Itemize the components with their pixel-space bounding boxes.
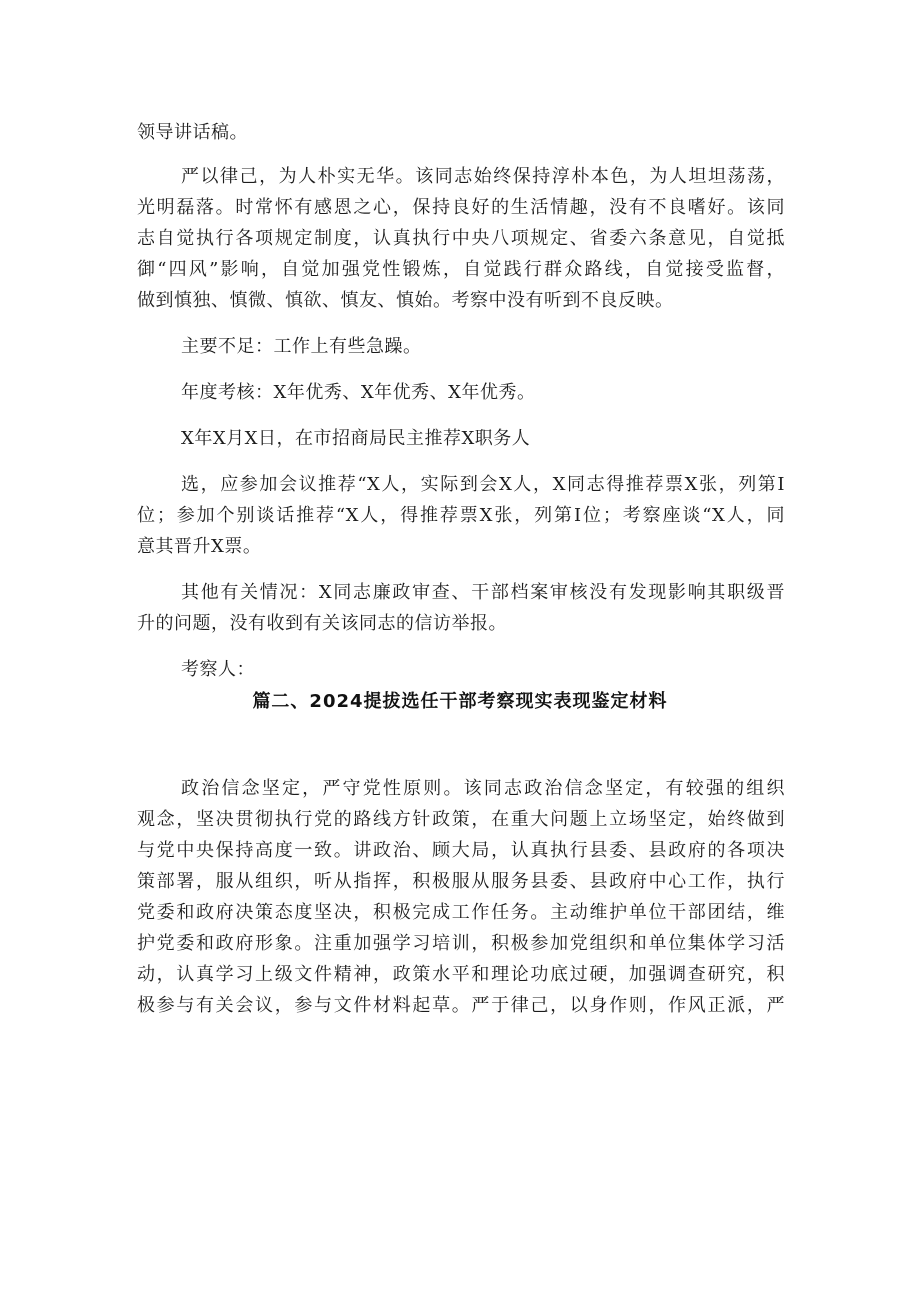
paragraph-line: 党委和政府决策态度坚决，积极完成工作任务。主动维护单位干部团结，维 [137, 902, 785, 923]
paragraph-line: 其他有关情况：X同志廉政审查、干部档案审核没有发现影响其职级晋 [181, 582, 785, 603]
paragraph-line: 光明磊落。时常怀有感恩之心，保持良好的生活情趣，没有不良嗜好。该同 [137, 197, 785, 218]
paragraph-line: 策部署，服从组织，听从指挥，积极服从服务县委、县政府中心工作，执行 [137, 871, 785, 892]
paragraph-line: 位；参加个别谈话推荐“X人，得推荐票X张，列第I位；考察座谈“X人，同 [137, 505, 785, 526]
paragraph-line: 主要不足：工作上有些急躁。 [181, 336, 422, 357]
paragraph-line: 升的问题，没有收到有关该同志的信访举报。 [137, 613, 507, 634]
paragraph-line: 选，应参加会议推荐“X人，实际到会X人，X同志得推荐票X张，列第I [181, 474, 785, 495]
paragraph-line: 严以律己，为人朴实无华。该同志始终保持淳朴本色，为人坦坦荡荡， [181, 166, 785, 187]
paragraph-line: 观念，坚决贯彻执行党的路线方针政策，在重大问题上立场坚定，始终做到 [137, 809, 785, 830]
paragraph-line: 与党中央保持高度一致。讲政治、顾大局，认真执行县委、县政府的各项决 [137, 840, 785, 861]
paragraph-line: 考察人： [181, 659, 255, 680]
paragraph-line: 御“四风”影响，自觉加强党性锻炼，自觉践行群众路线，自觉接受监督， [137, 259, 785, 280]
paragraph-line: X年X月X日，在市招商局民主推荐X职务人 [181, 428, 531, 449]
section-heading: 篇二、2024提拔选任干部考察现实表现鉴定材料 [252, 691, 668, 712]
paragraph-line: 意其晋升X票。 [137, 536, 262, 557]
paragraph-line: 极参与有关会议，参与文件材料起草。严于律己，以身作则，作风正派，严 [137, 995, 785, 1016]
paragraph-line: 领导讲话稿。 [137, 122, 248, 143]
paragraph-line: 做到慎独、慎微、慎欲、慎友、慎始。考察中没有听到不良反映。 [137, 290, 674, 311]
paragraph-line: 年度考核：X年优秀、X年优秀、X年优秀。 [181, 382, 536, 403]
paragraph-line: 护党委和政府形象。注重加强学习培训，积极参加党组织和单位集体学习活 [137, 933, 785, 954]
paragraph-line: 志自觉执行各项规定制度，认真执行中央八项规定、省委六条意见，自觉抵 [137, 228, 785, 249]
paragraph-line: 政治信念坚定，严守党性原则。该同志政治信念坚定，有较强的组织 [181, 778, 785, 799]
paragraph-line: 动，认真学习上级文件精神，政策水平和理论功底过硬，加强调查研究，积 [137, 964, 785, 985]
